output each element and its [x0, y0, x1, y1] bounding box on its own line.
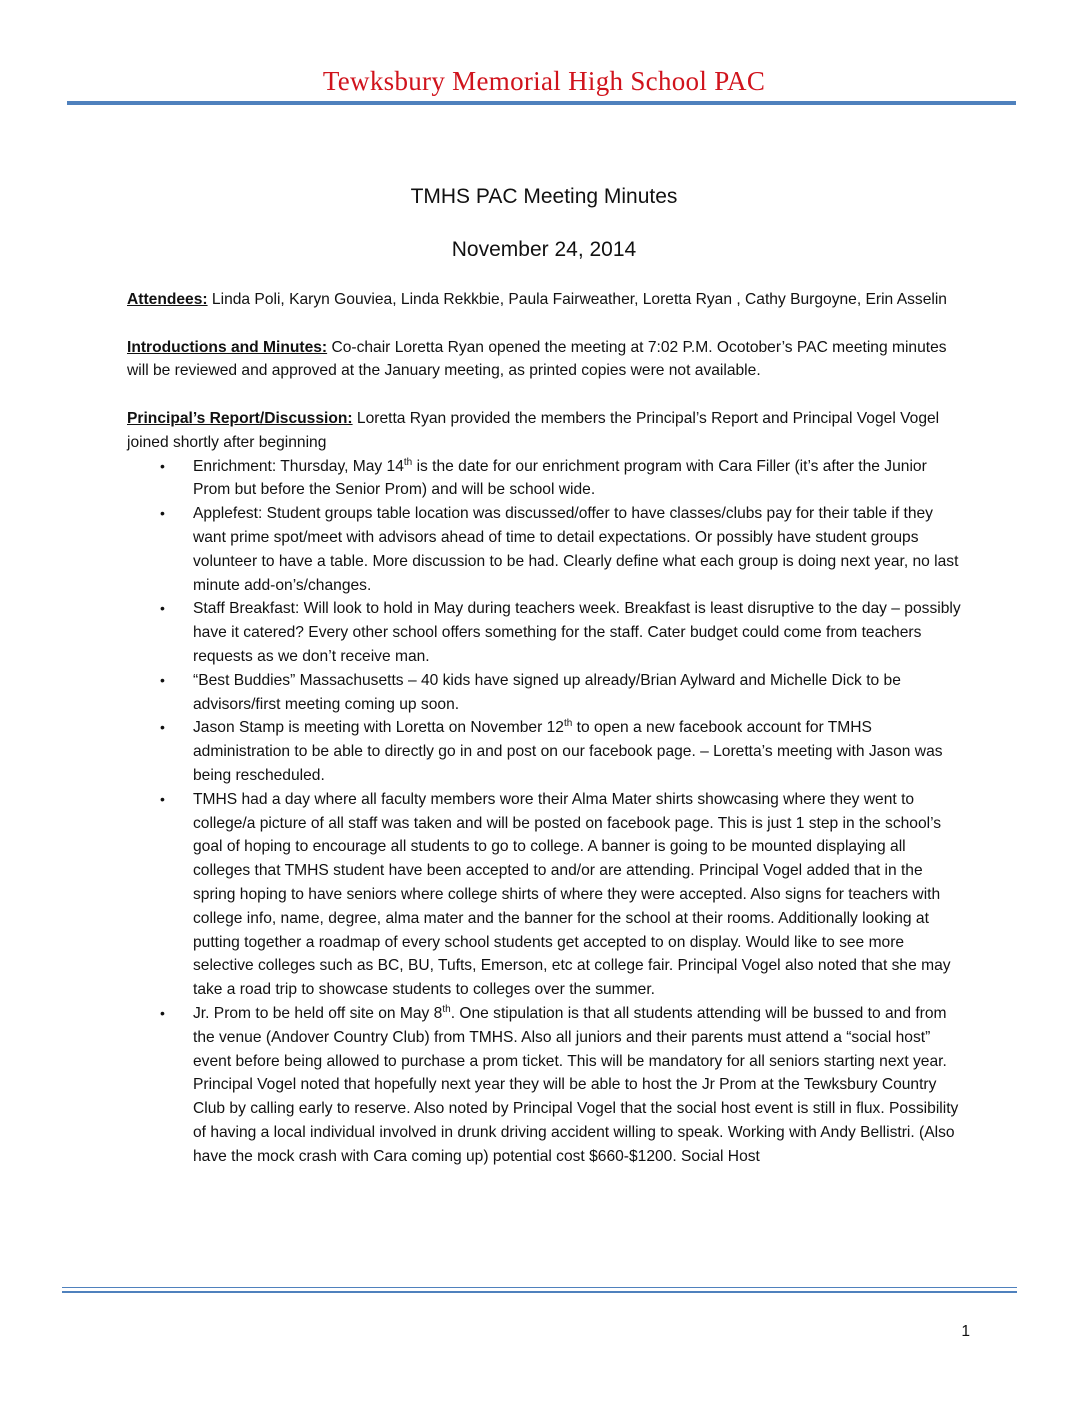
list-item: • Staff Breakfast: Will look to hold in May during teachers week. Breakfast is least disruptive to the day – possibly have it catered? Every other school offers something for the staff. Cater budget could come from teachers requests as we don’t receive man.	[127, 597, 967, 668]
bullet-icon: •	[160, 671, 165, 688]
bullet-icon: •	[160, 719, 165, 736]
list-item: • TMHS had a day where all faculty members wore their Alma Mater shirts showcasing where they went to college/a picture of all staff was taken and will be posted on facebook page. This is just 1 step in the school’s goal of hoping to encourage all students to go to college. A banner is going to be mounted displaying all colleges that TMHS student have been accepted to and/or are attending. Principal Vogel added that in the spring hoping to have seniors where college shirts of where they were accepted. Also signs for teachers with college info, name, degree, alma mater and the banner for the school at their rooms. Additionally looking at putting together a roadmap of every school students get accepted to on display. Would like to see more selective colleges such as BC, BU, Tufts, Emerson, etc at college fair. Principal Vogel also noted that she may take a road trip to showcase students to colleges over the summer.	[127, 788, 967, 1002]
header-divider	[67, 101, 1016, 105]
list-item: • Jason Stamp is meeting with Loretta on November 12th to open a new facebook account for TMHS administration to be able to directly go in and post on our facebook page. – Loretta’s meeting with Jason was being rescheduled.	[160, 718, 943, 784]
document-title: TMHS PAC Meeting Minutes	[410, 185, 678, 208]
document-date: November 24, 2014	[451, 238, 637, 261]
attendees-paragraph	[127, 288, 967, 312]
page-number: 1	[961, 1323, 970, 1340]
principal-bullet-list	[127, 455, 967, 1169]
list-item: • Applefest: Student groups table location was discussed/offer to have classes/clubs pay for their table if they want prime spot/meet with advisors ahead of time to detail expectations. Or possibly have student groups volunteer to have a table. More discussion to be had. Clearly define what each group is doing next year, no last minute add-on’s/changes.	[127, 502, 967, 597]
bullet-icon: •	[160, 457, 165, 474]
bullet-icon: •	[160, 790, 165, 807]
principal-label: Principal’s Report/Discussion:	[127, 409, 353, 427]
list-item: • “Best Buddies” Massachusetts – 40 kids have signed up already/Brian Aylward and Michelle Dick to be advisors/first meeting coming up soon.	[127, 669, 967, 717]
footer-divider-thick	[62, 1291, 1017, 1293]
document-body	[127, 288, 967, 1168]
list-item: • Jr. Prom to be held off site on May 8th. One stipulation is that all students attending will be bussed to and from the venue (Andover Country Club) from TMHS. Also all juniors and their parents must attend a “social host” event before being allowed to purchase a prom ticket. This will be mandatory for all seniors starting next year. Principal Vogel noted that hopefully next year they will be able to host the Jr Prom at the Tewksbury Country Club by calling early to reserve. Also noted by Principal Vogel that the social host event is still in flux. Possibility of having a local individual involved in drunk driving accident willing to speak. Working with Andy Bellistri. (Also have the mock crash with Cara coming up) potential cost $660-$1200. Social Host	[160, 1003, 959, 1165]
bullet-icon: •	[160, 505, 165, 522]
bullet-icon: •	[160, 600, 165, 617]
introductions-label: Introductions and Minutes:	[127, 338, 328, 356]
introductions-paragraph	[127, 336, 967, 384]
header-title: Tewksbury Memorial High School PAC	[322, 66, 766, 96]
attendees-text: Linda Poli, Karyn Gouviea, Linda Rekkbie, Paula Fairweather, Loretta Ryan , Cathy Burgoyne, Erin Asselin	[207, 291, 947, 308]
introductions-text: Co-chair Loretta Ryan opened the meeting at 7:02 P.M. Ocotober’s PAC meeting minutes will be reviewed and approved at the January meeting, as printed copies were not available.	[127, 338, 947, 380]
bullet-icon: •	[160, 1004, 165, 1021]
footer-divider-thin	[62, 1287, 1017, 1288]
attendees-label: Attendees:	[127, 291, 208, 308]
principal-text: Loretta Ryan provided the members the Principal’s Report and Principal Vogel Vogel joined shortly after beginning	[127, 409, 940, 451]
list-item: • Enrichment: Thursday, May 14th is the date for our enrichment program with Cara Filler (it’s after the Junior Prom but before the Senior Prom) and will be school wide.	[160, 456, 927, 499]
principal-paragraph	[127, 407, 967, 455]
